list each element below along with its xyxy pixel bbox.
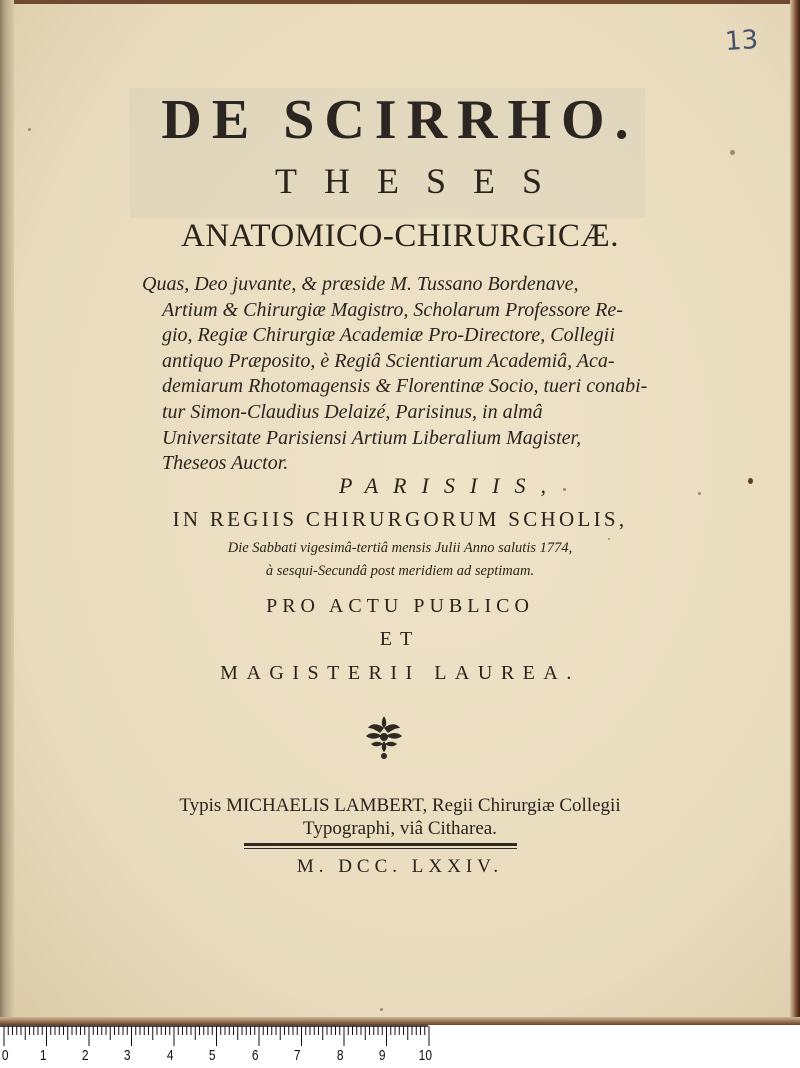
paragraph-line: Artium & Chirurgiæ Magistro, Scholarum Professore Re- (162, 298, 623, 321)
paragraph-line: antiquo Præposito, è Regiâ Scientiarum Academiâ, Aca- (162, 349, 615, 372)
et-line: ET (379, 628, 421, 650)
double-rule-thin (244, 848, 517, 849)
ruler-label: 10 (418, 1047, 433, 1064)
dedication-paragraph (142, 272, 648, 477)
ruler-label: 6 (251, 1047, 259, 1064)
ruler-label: 2 (81, 1047, 89, 1064)
place-line: PARISIIS, (339, 473, 561, 498)
paragraph-line: demiarum Rhotomagensis & Florentinæ Socio, tueri conabi- (162, 375, 648, 398)
magisterii-line: MAGISTERII LAUREA. (220, 662, 580, 684)
folio-number: 13 (723, 24, 760, 58)
imprint-year: M. DCC. LXXIV. (296, 856, 504, 877)
document-subtitle: THESES (274, 161, 569, 201)
document-title: DE SCIRRHO. (161, 89, 639, 151)
ruler-label: 4 (166, 1047, 174, 1064)
document-heading: ANATOMICO-CHIRURGICÆ. (180, 218, 619, 254)
double-rule-thick (244, 843, 517, 846)
ruler-label: 7 (293, 1047, 301, 1064)
paragraph-line: Quas, Deo juvante, & præside M. Tussano Bordenave, (142, 273, 579, 295)
paragraph-line: tur Simon-Claudius Delaizé, Parisinus, in almâ (162, 400, 543, 423)
fleuron-icon (362, 714, 406, 760)
ruler-label: 8 (336, 1047, 344, 1064)
date-line-1: Die Sabbati vigesimâ-tertiâ mensis Julii Anno salutis 1774, (227, 540, 573, 556)
ruler-label: 1 (39, 1047, 47, 1064)
paragraph-line: Theseos Auctor. (162, 452, 289, 475)
printer-line-2: Typographi, viâ Citharea. (303, 818, 497, 839)
ruler-label: 9 (378, 1047, 386, 1064)
page-top-edge (0, 0, 800, 4)
ruler-label: 3 (123, 1047, 131, 1064)
scale-ruler (0, 1025, 800, 1068)
paragraph-line: gio, Regiæ Chirurgiæ Academiæ Pro-Directore, Collegii (162, 324, 615, 347)
location-line: IN REGIIS CHIRURGORUM SCHOLIS, (172, 507, 628, 531)
date-line-2: à sesqui-Secundâ post meridiem ad septimam. (265, 563, 535, 579)
paragraph-line: Universitate Parisiensi Artium Liberalium Magister, (162, 426, 582, 449)
pro-actu-line: PRO ACTU PUBLICO (266, 595, 534, 617)
ruler-ticks (0, 1025, 800, 1068)
printer-line-1: Typis MICHAELIS LAMBERT, Regii Chirurgiæ Collegii (179, 795, 621, 816)
page-bottom-edge (0, 1017, 800, 1025)
ruler-label: 0 (1, 1047, 9, 1064)
ruler-label: 5 (208, 1047, 216, 1064)
